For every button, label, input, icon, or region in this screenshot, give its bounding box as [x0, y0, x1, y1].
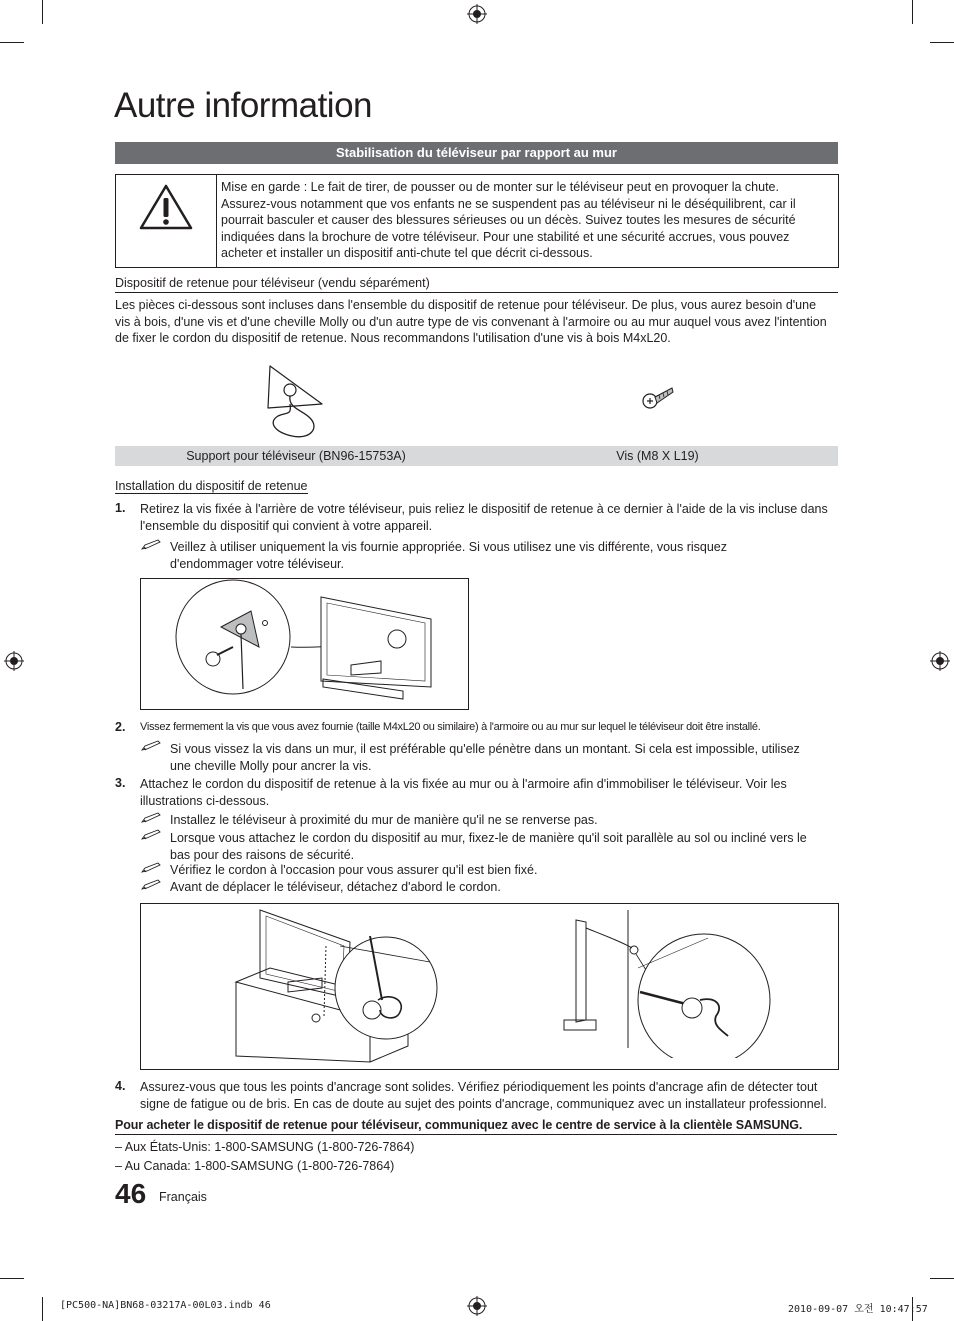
- note-line: une cheville Molly pour ancrer la vis.: [170, 758, 372, 773]
- note-pencil-icon: [141, 812, 161, 824]
- note-text: Avant de déplacer le téléviseur, détachez d'abord le cordon.: [170, 880, 501, 894]
- crop-mark: [0, 42, 24, 43]
- warning-line: Assurez-vous notamment que vos enfants ne se suspendent pas au téléviseur ni le déséquilibrent, car il: [221, 196, 796, 211]
- section-title: Stabilisation du téléviseur par rapport au mur: [115, 142, 838, 164]
- step-number: 4.: [115, 1079, 126, 1093]
- step-line: l'ensemble du dispositif qui convient à votre appareil.: [140, 518, 433, 533]
- warning-line: pourrait basculer et causer des blessures sérieuses ou un décès. Suivez toutes les mesures de sécurité: [221, 213, 796, 227]
- install-heading-text: Installation du dispositif de retenue: [115, 479, 308, 493]
- tv-back-attach-illustration: [141, 579, 467, 708]
- warning-line: : Le fait de tirer, de pousser ou de monter sur le téléviseur peut en provoquer la chute.: [300, 180, 779, 194]
- step-line: Retirez la vis fixée à l'arrière de votre téléviseur, puis reliez le dispositif de retenue à ce dernier à l'aide de la vis incluse dans: [140, 502, 828, 516]
- tv-wall-cord-illustration: [556, 908, 816, 1058]
- step-text: Vissez fermement la vis que vous avez fournie (taille M4xL20 ou similaire) à l'armoire ou au mur sur lequel le téléviseur doit être installé.: [140, 721, 761, 733]
- note-pencil-icon: [141, 862, 161, 874]
- screw-image: [640, 384, 676, 414]
- note-pencil-icon: [141, 879, 161, 891]
- note-line: d'endommager votre téléviseur.: [170, 556, 345, 571]
- print-footer-file: [PC500-NA]BN68-03217A-00L03.indb 46: [60, 1300, 271, 1311]
- note-line: bas pour des raisons de sécurité.: [170, 847, 355, 862]
- note-pencil-icon: [141, 539, 161, 551]
- install-heading: [115, 479, 308, 493]
- crop-mark: [930, 42, 954, 43]
- restraint-heading: [115, 276, 838, 290]
- step-text: [140, 776, 840, 809]
- print-footer-date: 2010-09-07 오전 10:47:57: [788, 1304, 928, 1315]
- tv-holder-bracket-image: [262, 360, 328, 440]
- crop-mark: [0, 1278, 24, 1279]
- purchase-rule: [115, 1134, 837, 1135]
- restraint-heading-text: Dispositif de retenue pour téléviseur (vendu séparément): [115, 276, 430, 290]
- note-text: [170, 741, 850, 774]
- step-line: illustrations ci-dessous.: [140, 793, 270, 808]
- note-line: Si vous vissez la vis dans un mur, il est préférable qu'elle pénètre dans un montant. Si cela est impossible, utilisez: [170, 742, 800, 756]
- crop-mark: [930, 1278, 954, 1279]
- note-pencil-icon: [141, 740, 161, 752]
- warning-text: [221, 179, 821, 262]
- note-text: [170, 539, 840, 572]
- step-number: 2.: [115, 720, 126, 734]
- restraint-paragraph: [115, 297, 845, 347]
- contact-canada: – Au Canada: 1-800-SAMSUNG (1-800-726-7864): [115, 1159, 395, 1173]
- step-line: signe de fatigue ou de bris. En cas de doute au sujet des points d'ancrage, communiquez avec un installateur professionnel.: [140, 1096, 827, 1111]
- contact-us: – Aux États-Unis: 1-800-SAMSUNG (1-800-726-7864): [115, 1140, 415, 1154]
- warning-line: indiquées dans la brochure de votre téléviseur. Pour une stabilité et une sécurité accrues, vous pouvez: [221, 229, 790, 244]
- warning-label: Mise en garde: [221, 180, 301, 194]
- step-text: [140, 1079, 850, 1112]
- paragraph-line: de fixer le cordon du dispositif de retenue. Nous recommandons l'utilisation d'une vis à bois M4xL20.: [115, 331, 671, 345]
- note-text: [170, 830, 850, 863]
- note-text: Installez le téléviseur à proximité du mur de manière qu'il ne se renverse pas.: [170, 813, 598, 827]
- heading-rule: [115, 292, 838, 293]
- note-line: Veillez à utiliser uniquement la vis fournie appropriée. Si vous utilisez une vis différente, vous risquez: [170, 540, 728, 554]
- note-text: Vérifiez le cordon à l'occasion pour vous assurer qu'il est bien fixé.: [170, 863, 538, 877]
- warning-line: acheter et installer un dispositif anti-chute tel que décrit ci-dessous.: [221, 246, 593, 260]
- step-number: 3.: [115, 776, 126, 790]
- registration-mark-icon: [467, 1296, 487, 1316]
- registration-mark-icon: [4, 651, 24, 671]
- purchase-heading: Pour acheter le dispositif de retenue pour téléviseur, communiquez avec le centre de service à la clientèle SAMSUNG.: [115, 1118, 803, 1132]
- tv-cabinet-cord-illustration: [230, 906, 445, 1066]
- step-line: Attachez le cordon du dispositif de retenue à la vis fixée au mur ou à l'armoire afin d'immobiliser le téléviseur. Voir les: [140, 777, 787, 791]
- step-line: Assurez-vous que tous les points d'ancrage sont solides. Vérifiez périodiquement les points d'ancrage afin de détecter tout: [140, 1080, 818, 1094]
- crop-mark: [42, 0, 43, 24]
- registration-mark-icon: [467, 4, 487, 24]
- step-text: [140, 501, 845, 534]
- paragraph-line: vis à bois, d'une vis et d'une cheville Molly ou d'un autre type de vis convenant à l'armoire ou au mur auquel vous avez l'intention: [115, 314, 827, 329]
- note-line: Lorsque vous attachez le cordon du dispositif au mur, fixez-le de manière qu'il soit parallèle au sol ou incliné vers le: [170, 831, 807, 845]
- page-title: Autre information: [114, 86, 373, 125]
- registration-mark-icon: [930, 651, 950, 671]
- paragraph-line: Les pièces ci-dessous sont incluses dans l'ensemble du dispositif de retenue pour téléviseur. De plus, vous aurez besoin d'une: [115, 298, 817, 312]
- page-language: Français: [159, 1190, 207, 1204]
- page-number: 46: [115, 1178, 147, 1209]
- warning-divider: [216, 174, 217, 268]
- crop-mark: [912, 0, 913, 24]
- note-pencil-icon: [141, 829, 161, 841]
- step-number: 1.: [115, 501, 126, 515]
- part-label-holder: Support pour téléviseur (BN96-15753A): [186, 449, 406, 463]
- part-label-screw: Vis (M8 X L19): [616, 449, 699, 463]
- crop-mark: [42, 1297, 43, 1321]
- warning-triangle-icon: [138, 182, 194, 232]
